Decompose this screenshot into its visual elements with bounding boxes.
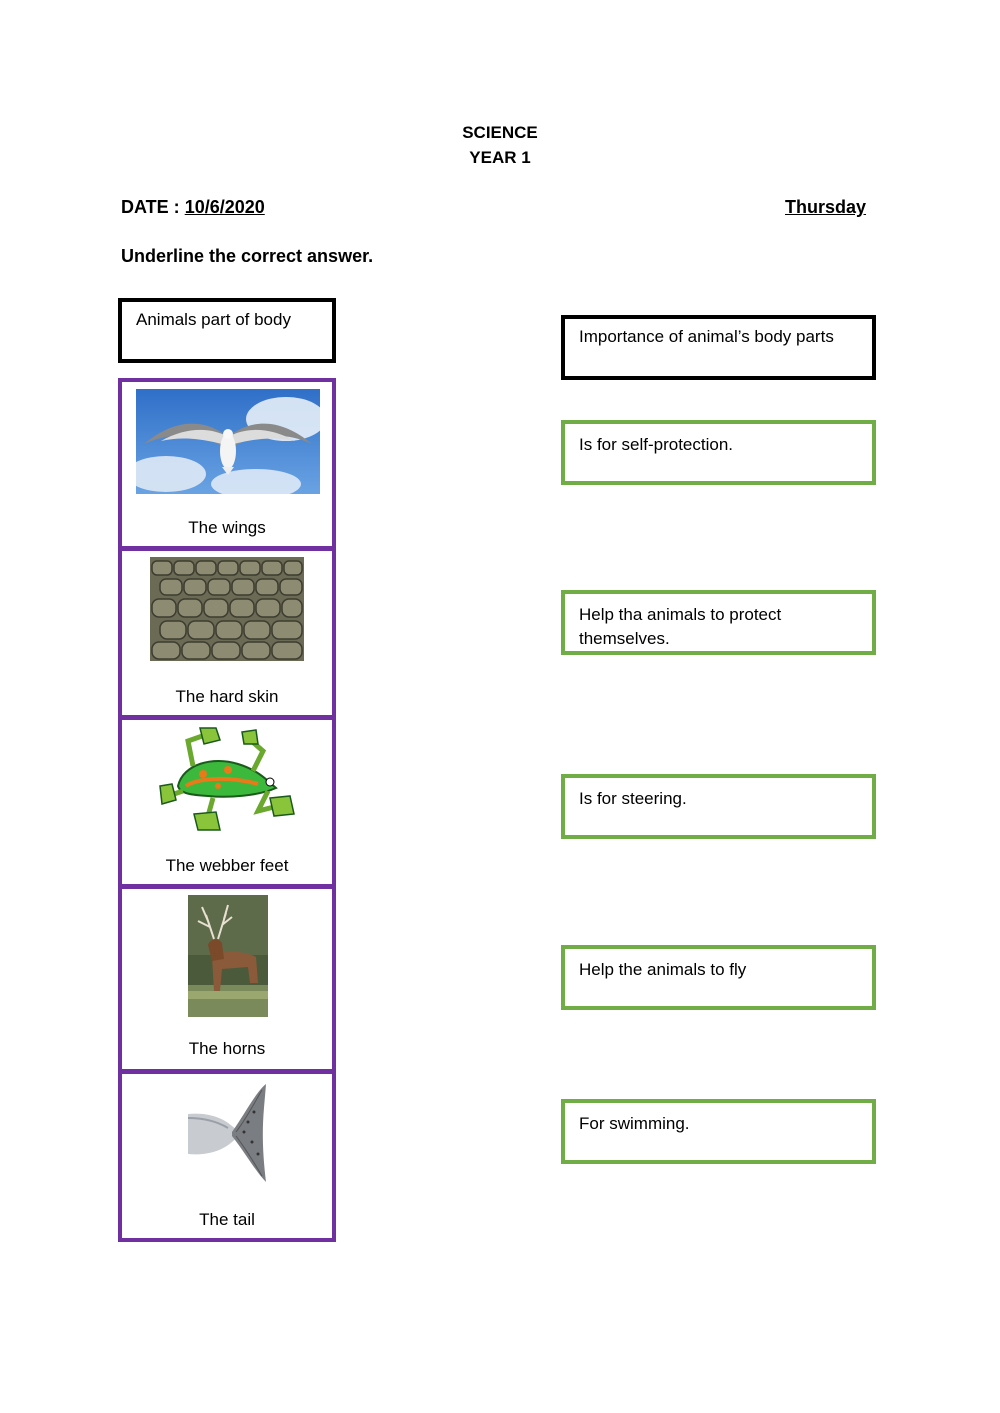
date-label: DATE : [121,197,180,217]
card-wings [118,378,336,550]
card-caption: The tail [199,1210,255,1229]
card-tail [118,1070,336,1242]
date-line [121,197,265,218]
day-label: Thursday [785,197,867,217]
card-caption: The webber feet [165,856,289,875]
card-horns [118,885,336,1073]
fish-tail-image [188,1082,272,1184]
card-hard-skin [118,547,336,719]
answer-box[interactable]: For swimming. [561,1099,876,1164]
right-column-header: Importance of animal’s body parts [561,315,876,380]
seagull-image [136,389,320,494]
card-webber-feet [118,716,336,888]
year-title: YEAR 1 [469,148,531,167]
card-caption: The horns [188,1039,266,1058]
answer-box[interactable]: Is for self-protection. [561,420,876,485]
instruction: Underline the correct answer. [121,246,374,266]
card-caption: The hard skin [175,687,279,706]
frog-image [158,726,298,834]
date-value: 10/6/2020 [184,197,265,217]
subject-title: SCIENCE [462,123,538,142]
answer-box[interactable]: Is for steering. [561,774,876,839]
left-column-header: Animals part of body [118,298,336,363]
crocodile-skin-image [150,557,304,661]
deer-image [188,895,268,1017]
answer-box[interactable]: Help the animals to fly [561,945,876,1010]
answer-box[interactable]: Help tha animals to protect themselves. [561,590,876,655]
card-caption: The wings [188,518,266,537]
